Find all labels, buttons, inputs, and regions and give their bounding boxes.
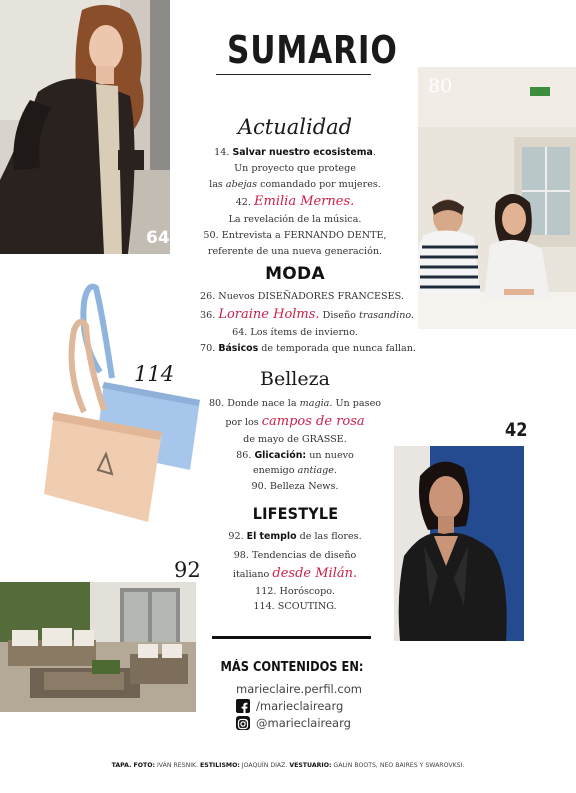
photo-bags xyxy=(40,282,206,527)
entry-text-part: de temporada que nunca fallan. xyxy=(261,342,416,354)
entry-text xyxy=(200,564,390,584)
entry-page: 86. xyxy=(236,449,252,461)
toc-entry[interactable] xyxy=(200,145,390,161)
section-actualidad xyxy=(200,114,390,260)
entry-page: 14. xyxy=(214,147,230,158)
section-heading-lifestyle: LIFESTYLE xyxy=(252,504,338,523)
entry-text-part: un nuevo xyxy=(309,449,354,461)
section-heading-actualidad: Actualidad xyxy=(237,115,353,139)
toc-entry[interactable]: 90. Belleza News. xyxy=(251,481,339,493)
page-number-92: 92 xyxy=(174,558,201,582)
photo-credits xyxy=(0,762,576,769)
entry-text-part: enemigo xyxy=(252,465,295,477)
instagram-icon[interactable] xyxy=(236,716,250,730)
facebook-link[interactable]: /marieclairearg xyxy=(256,699,344,713)
entry-text-part: por los xyxy=(225,416,259,428)
toc-entry[interactable]: 50. Entrevista a FERNANDO DENTE, xyxy=(203,230,387,242)
entry-text xyxy=(200,177,390,193)
title-rule xyxy=(216,74,371,75)
entry-text-part: italiano xyxy=(232,568,270,580)
entry-punct: . xyxy=(372,147,376,158)
model-image xyxy=(394,446,524,641)
toc-entry[interactable] xyxy=(200,341,416,357)
toc-entry[interactable] xyxy=(200,305,415,325)
toc-entry[interactable]: 112. Horóscopo. xyxy=(255,585,335,597)
section-moda xyxy=(200,262,416,356)
entry-page: 42. xyxy=(235,197,251,209)
instagram-glyph xyxy=(236,717,250,731)
credit-value: IVÁN RESNIK. xyxy=(156,762,199,769)
entry-text: referente de una nueva generación. xyxy=(207,245,383,257)
entry-page: 36. xyxy=(200,309,216,321)
section-heading-moda: MODA xyxy=(265,264,325,284)
entry-title: Básicos xyxy=(218,342,259,354)
entry-text: Un proyecto que protege xyxy=(234,162,356,174)
page-number-80: 80 xyxy=(428,75,453,97)
toc-entry[interactable]: 64. Los ítems de invierno. xyxy=(232,326,358,338)
entry-italic: abejas xyxy=(225,178,258,190)
entry-text xyxy=(200,412,390,432)
patio-image xyxy=(0,582,196,712)
section-lifestyle xyxy=(200,502,390,615)
facebook-glyph xyxy=(236,700,250,714)
entry-page: 92. xyxy=(228,531,244,542)
entry-text-part: Diseño xyxy=(322,309,356,321)
page-number-114: 114 xyxy=(134,362,175,386)
entry-italic: trasandino. xyxy=(359,309,415,321)
instagram-link[interactable]: @marieclairearg xyxy=(256,716,351,730)
woman-coat-image xyxy=(0,0,170,254)
toc-entry[interactable] xyxy=(200,529,390,545)
photo-couple xyxy=(418,67,576,329)
entry-text-part: 80. Donde nace la xyxy=(208,398,297,409)
entry-text-part: de las flores. xyxy=(299,531,362,542)
credit-label: ESTILISMO: xyxy=(200,762,240,769)
website-link[interactable]: marieclaire.perfil.com xyxy=(236,682,362,696)
entry-highlight: Loraine Holms. xyxy=(218,306,320,322)
entry-italic: magia xyxy=(299,398,330,409)
photo-woman-coat xyxy=(0,0,170,254)
toc-entry[interactable] xyxy=(200,448,390,464)
photo-patio xyxy=(0,582,196,712)
couple-image xyxy=(418,67,576,329)
entry-title: Salvar nuestro ecosistema xyxy=(232,147,373,158)
entry-title: Glicación: xyxy=(254,449,307,461)
entry-text-part: las xyxy=(209,178,223,190)
toc-entry[interactable] xyxy=(200,396,390,412)
entry-highlight: desde Milán. xyxy=(272,565,358,581)
bottom-rule xyxy=(212,636,371,639)
page-title: SUMARIO xyxy=(226,28,398,72)
entry-text: de mayo de GRASSE. xyxy=(243,433,347,445)
entry-page: 70. xyxy=(200,342,216,354)
entry-text xyxy=(200,463,390,479)
more-content-heading: MÁS CONTENIDOS EN: xyxy=(220,660,364,675)
entry-text: La revelación de la música. xyxy=(228,214,362,226)
section-heading-belleza: Belleza xyxy=(260,368,330,390)
toc-entry[interactable]: 114. SCOUTING. xyxy=(253,601,337,613)
toc-entry[interactable]: 98. Tendencias de diseño xyxy=(233,549,357,561)
entry-highlight: campos de rosa xyxy=(261,413,365,429)
entry-text-part: comandado por mujeres. xyxy=(260,178,381,190)
section-belleza xyxy=(200,366,390,495)
page-number-42: 42 xyxy=(504,419,528,441)
bags-image xyxy=(40,282,206,527)
credit-value: JOAQUÍN DIAZ. xyxy=(241,762,288,769)
facebook-icon[interactable] xyxy=(236,699,250,713)
credit-label: TAPA. FOTO: xyxy=(111,762,155,769)
toc-entry[interactable]: 26. Nuevos DISEÑADORES FRANCESES. xyxy=(200,291,404,302)
toc-entry[interactable] xyxy=(200,192,390,212)
entry-italic: antiage. xyxy=(297,465,338,477)
page-number-64: 64 xyxy=(146,228,170,248)
entry-highlight: Emilia Mernes. xyxy=(254,194,355,210)
entry-text-part: . Un paseo xyxy=(329,398,382,409)
credit-label: VESTUARIO: xyxy=(289,762,332,769)
entry-title: El templo xyxy=(246,531,297,542)
photo-model xyxy=(394,446,524,641)
credit-value: GALIN BOOTS, NEO BAIRES Y SWAROVKSI. xyxy=(333,762,465,769)
